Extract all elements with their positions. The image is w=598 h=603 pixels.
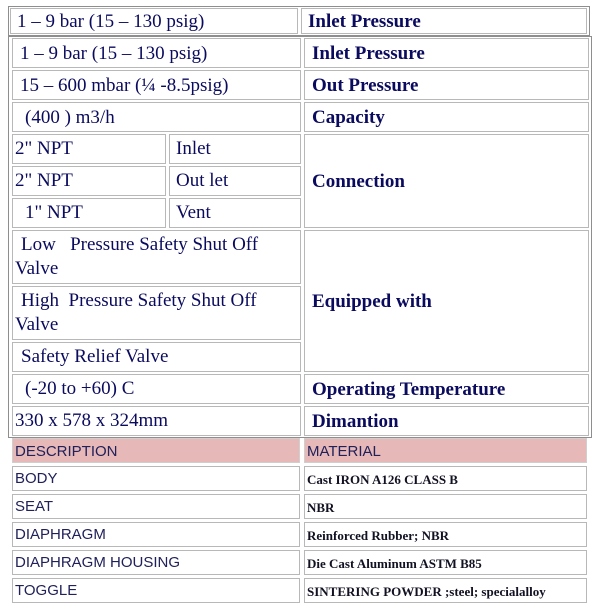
- out-pressure-value: 15 – 600 mbar (¼ -8.5psig): [20, 75, 229, 96]
- material-row-part: DIAPHRAGM HOUSING: [15, 554, 181, 571]
- material-row-part-cell: [12, 522, 300, 547]
- material-row-material: NBR: [307, 500, 335, 515]
- equipped-item-cell: [12, 230, 301, 284]
- description-header: DESCRIPTION: [15, 443, 118, 460]
- temperature-label-cell: [304, 374, 589, 404]
- material-row-material: Cast IRON A126 CLASS B: [307, 472, 458, 487]
- material-row-part-cell: [12, 550, 300, 575]
- spec-row-label-cell: [304, 102, 589, 132]
- capacity-label: Capacity: [312, 107, 385, 128]
- connection-label: Connection: [312, 171, 405, 192]
- material-row-material-cell: [304, 578, 587, 603]
- equipped-item: High Pressure Safety Shut Off Valve: [15, 290, 261, 335]
- top-spec-label-cell: [301, 8, 587, 34]
- connection-size: 2" NPT: [15, 170, 73, 191]
- material-row-part: SEAT: [15, 498, 54, 515]
- material-row-material: SINTERING POWDER ;steel; specialalloy: [307, 584, 546, 599]
- spec-row-value-cell: [12, 70, 301, 100]
- spec-row-value-cell: [12, 102, 301, 132]
- equipped-item: Low Pressure Safety Shut Off Valve: [15, 234, 263, 279]
- top-spec-value-cell: [10, 8, 298, 34]
- material-header: MATERIAL: [307, 443, 381, 460]
- material-row-material: Reinforced Rubber; NBR: [307, 528, 450, 543]
- material-row-material-cell: [304, 550, 587, 575]
- spec-row-value-cell: [12, 38, 301, 68]
- connection-type: Out let: [176, 170, 229, 191]
- material-row-part-cell: [12, 494, 300, 519]
- connection-size: 1" NPT: [25, 202, 83, 223]
- material-row-material-cell: [304, 494, 587, 519]
- material-row-material-cell: [304, 466, 587, 491]
- material-row-material-cell: [304, 522, 587, 547]
- out-pressure-label: Out Pressure: [312, 75, 419, 96]
- material-row-part: DIAPHRAGM: [15, 526, 106, 543]
- material-row-part: TOGGLE: [15, 582, 78, 599]
- spec-row-label-cell: [304, 38, 589, 68]
- dimension-value: 330 x 578 x 324mm: [15, 410, 169, 431]
- material-row-material: Die Cast Aluminum ASTM B85: [307, 556, 482, 571]
- connection-label-cell: [304, 134, 589, 228]
- top-spec-label: Inlet Pressure: [308, 11, 421, 32]
- connection-type-cell: [169, 166, 301, 196]
- inlet-pressure-value: 1 – 9 bar (15 – 130 psig): [20, 43, 208, 64]
- temperature-label: Operating Temperature: [312, 379, 506, 400]
- equipped-item-cell: [12, 342, 301, 372]
- description-header-cell: [12, 438, 300, 463]
- temperature-value: (-20 to +60) C: [25, 378, 135, 399]
- connection-size-cell: [12, 166, 166, 196]
- temperature-value-cell: [12, 374, 301, 404]
- dimension-value-cell: [12, 406, 301, 436]
- equipped-label: Equipped with: [312, 291, 432, 312]
- equipped-label-cell: [304, 230, 589, 372]
- equipped-item-cell: [12, 286, 301, 340]
- equipped-item: Safety Relief Valve: [21, 346, 169, 367]
- dimension-label: Dimantion: [312, 411, 399, 432]
- material-row-part: BODY: [15, 470, 58, 487]
- connection-type-cell: [169, 198, 301, 228]
- capacity-value: (400 ) m3/h: [25, 107, 115, 128]
- spec-row-label-cell: [304, 70, 589, 100]
- material-row-part-cell: [12, 578, 300, 603]
- connection-type-cell: [169, 134, 301, 164]
- connection-size-cell: [12, 198, 166, 228]
- connection-type: Inlet: [176, 138, 211, 159]
- material-header-cell: [304, 438, 587, 463]
- connection-size: 2" NPT: [15, 138, 73, 159]
- connection-size-cell: [12, 134, 166, 164]
- dimension-label-cell: [304, 406, 589, 436]
- inlet-pressure-label: Inlet Pressure: [312, 43, 425, 64]
- top-spec-value: 1 – 9 bar (15 – 130 psig): [17, 11, 205, 32]
- material-row-part-cell: [12, 466, 300, 491]
- connection-type: Vent: [176, 202, 211, 223]
